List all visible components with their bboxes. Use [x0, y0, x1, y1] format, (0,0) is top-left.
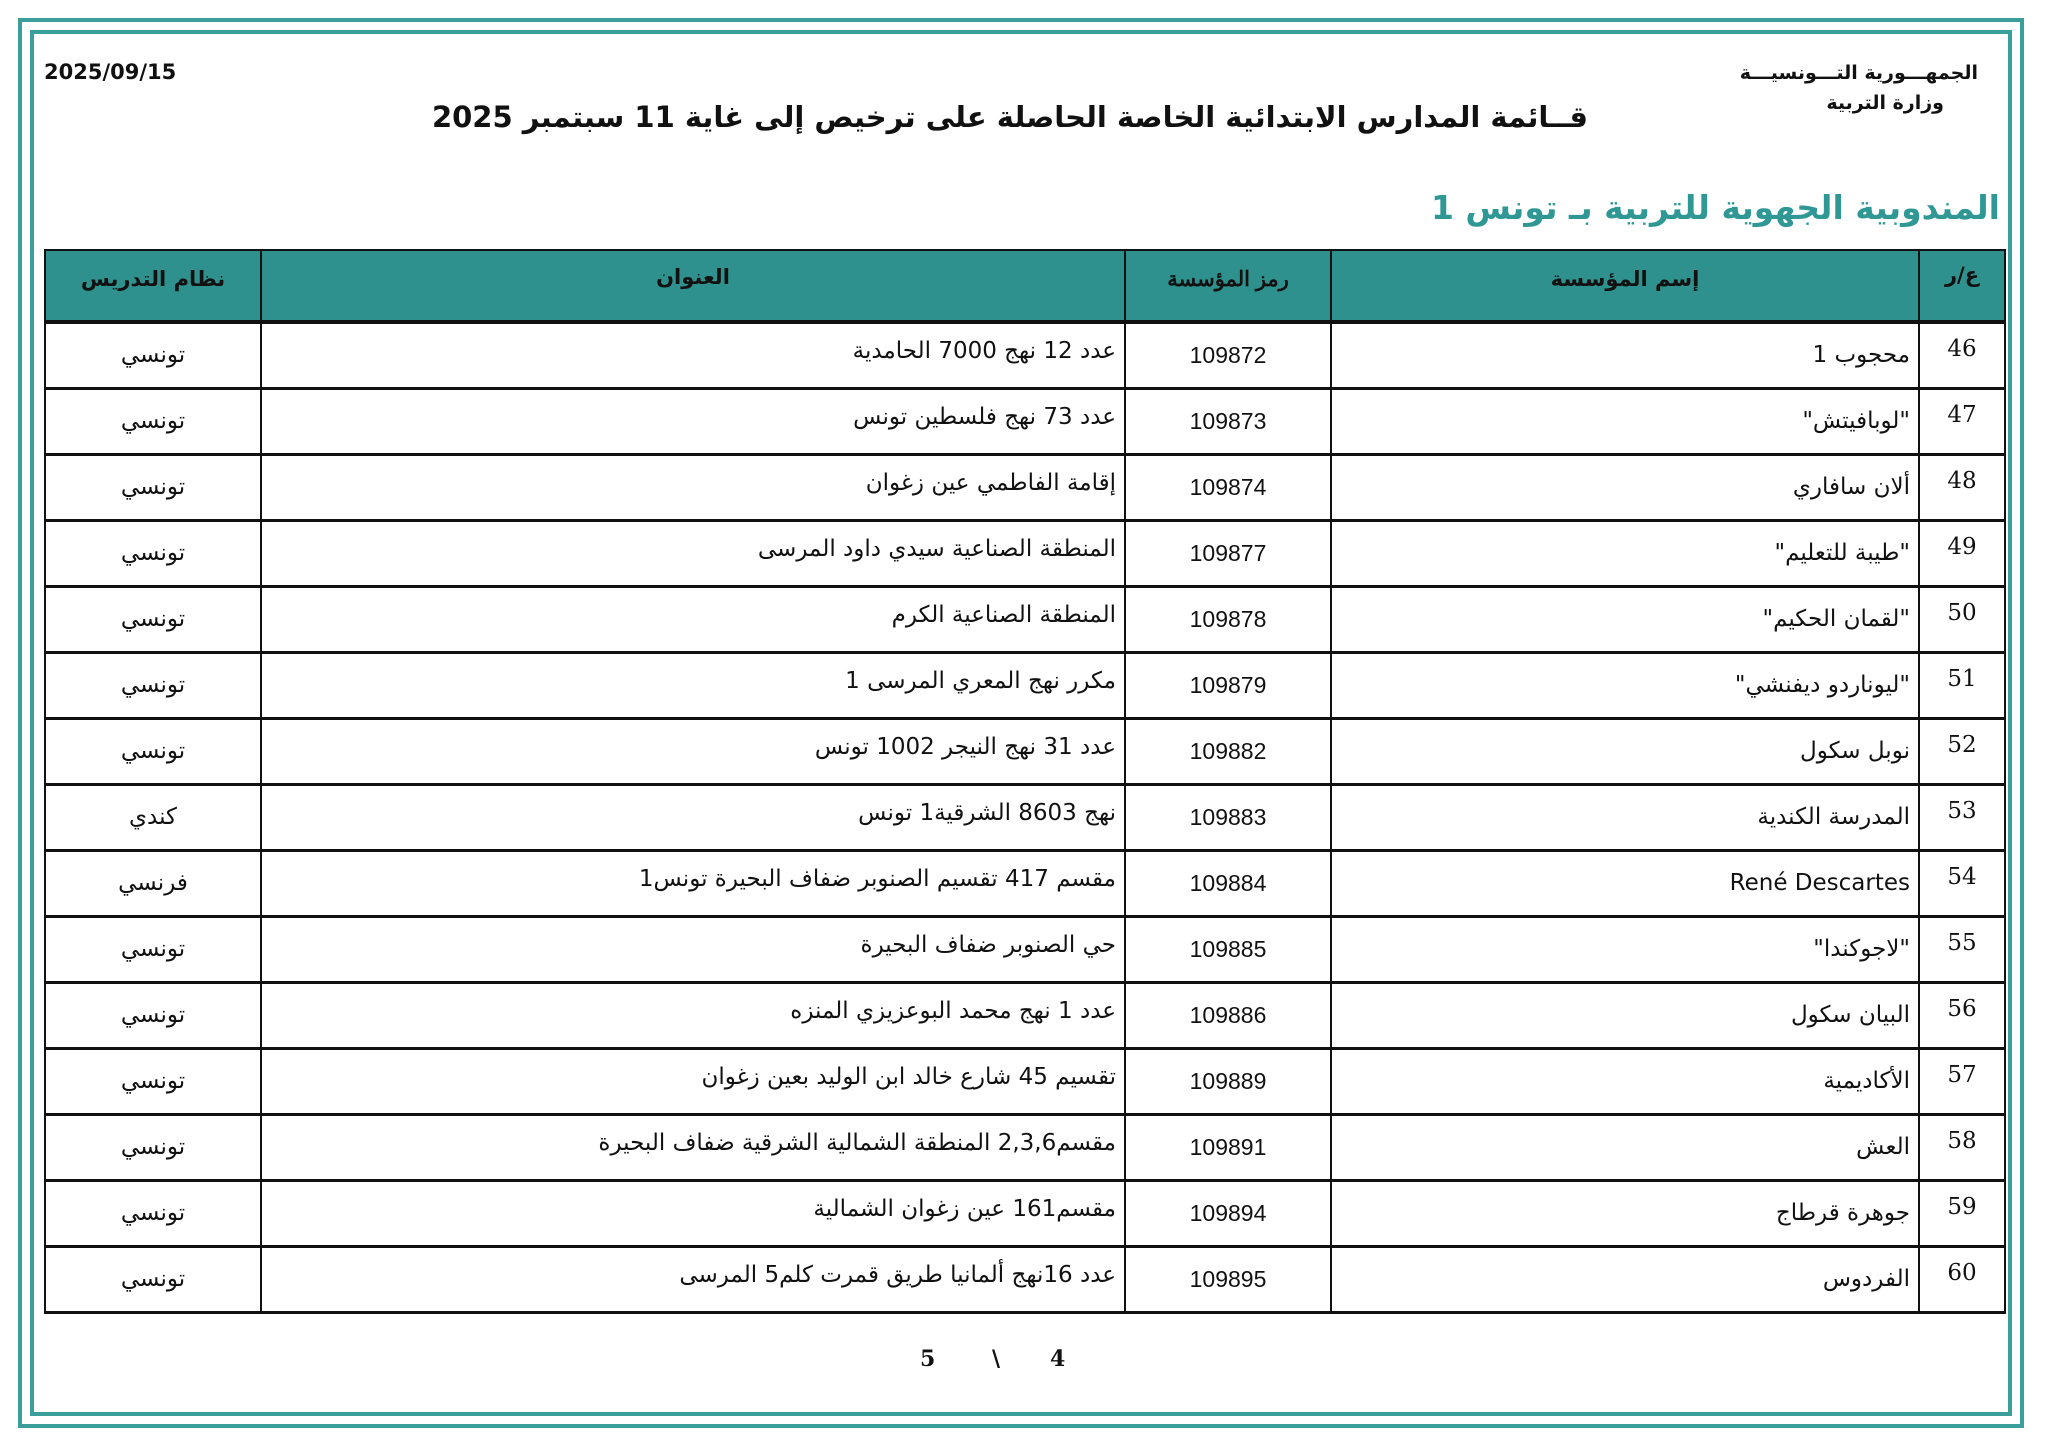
- cell-number: 48: [1919, 454, 2005, 520]
- table-body: [45, 322, 2005, 1312]
- cell-teaching-system: تونسي: [45, 1114, 261, 1180]
- page-total: 5: [920, 1346, 936, 1372]
- cell-teaching-system: تونسي: [45, 454, 261, 520]
- cell-teaching-system: تونسي: [45, 520, 261, 586]
- cell-school-name: المدرسة الكندية: [1331, 784, 1919, 850]
- cell-school-name: نوبل سكول: [1331, 718, 1919, 784]
- cell-teaching-system: تونسي: [45, 718, 261, 784]
- cell-teaching-system: تونسي: [45, 916, 261, 982]
- cell-school-name: الأكاديمية: [1331, 1048, 1919, 1114]
- region-title: المندوبية الجهوية للتربية بـ تونس 1: [1430, 188, 2000, 227]
- col-header-system: نظام التدريس: [45, 250, 261, 322]
- table-row: [45, 784, 2005, 850]
- cell-number: 54: [1919, 850, 2005, 916]
- table-row: [45, 916, 2005, 982]
- cell-number: 52: [1919, 718, 2005, 784]
- cell-address: عدد 1 نهج محمد البوعزيزي المنزه: [261, 982, 1125, 1048]
- table-row: [45, 1180, 2005, 1246]
- cell-school-name: جوهرة قرطاج: [1331, 1180, 1919, 1246]
- cell-number: 53: [1919, 784, 2005, 850]
- cell-school-name: "لاجوكندا": [1331, 916, 1919, 982]
- cell-teaching-system: تونسي: [45, 322, 261, 388]
- table-header-row: [45, 250, 2005, 322]
- table-row: [45, 388, 2005, 454]
- cell-school-code: 109884: [1125, 850, 1331, 916]
- cell-teaching-system: تونسي: [45, 652, 261, 718]
- cell-school-code: 109895: [1125, 1246, 1331, 1312]
- table-row: [45, 1114, 2005, 1180]
- cell-school-name: البيان سكول: [1331, 982, 1919, 1048]
- cell-number: 60: [1919, 1246, 2005, 1312]
- cell-number: 49: [1919, 520, 2005, 586]
- document-date: 2025/09/15: [44, 60, 177, 84]
- table-row: [45, 520, 2005, 586]
- table-row: [45, 1048, 2005, 1114]
- letterhead: [1740, 58, 1978, 118]
- table-row: [45, 850, 2005, 916]
- cell-school-code: 109874: [1125, 454, 1331, 520]
- cell-teaching-system: تونسي: [45, 1048, 261, 1114]
- cell-number: 56: [1919, 982, 2005, 1048]
- cell-school-code: 109873: [1125, 388, 1331, 454]
- cell-school-name: محجوب 1: [1331, 322, 1919, 388]
- cell-number: 47: [1919, 388, 2005, 454]
- cell-address: إقامة الفاطمي عين زغوان: [261, 454, 1125, 520]
- page-current: 4: [1050, 1346, 1066, 1372]
- cell-address: المنطقة الصناعية سيدي داود المرسى: [261, 520, 1125, 586]
- cell-school-name: René Descartes: [1331, 850, 1919, 916]
- cell-address: عدد 12 نهج 7000 الحامدية: [261, 322, 1125, 388]
- cell-school-code: 109882: [1125, 718, 1331, 784]
- cell-number: 55: [1919, 916, 2005, 982]
- cell-school-name: "لقمان الحكيم": [1331, 586, 1919, 652]
- col-header-code: رمز المؤسسة: [1125, 250, 1331, 322]
- table-row: [45, 1246, 2005, 1312]
- col-header-address: العنوان: [261, 250, 1125, 322]
- cell-teaching-system: تونسي: [45, 586, 261, 652]
- cell-address: عدد 16نهج ألمانيا طريق قمرت كلم5 المرسى: [261, 1246, 1125, 1312]
- cell-school-name: "ليوناردو ديفنشي": [1331, 652, 1919, 718]
- cell-number: 50: [1919, 586, 2005, 652]
- cell-address: عدد 31 نهج النيجر 1002 تونس: [261, 718, 1125, 784]
- cell-school-code: 109877: [1125, 520, 1331, 586]
- cell-number: 46: [1919, 322, 2005, 388]
- table-row: [45, 652, 2005, 718]
- cell-address: نهج 8603 الشرقية1 تونس: [261, 784, 1125, 850]
- table-row: [45, 322, 2005, 388]
- document-title: قــائمة المدارس الابتدائية الخاصة الحاصلة على ترخيص إلى غاية 11 سبتمبر 2025: [431, 100, 1589, 134]
- cell-school-name: ألان سافاري: [1331, 454, 1919, 520]
- cell-school-code: 109872: [1125, 322, 1331, 388]
- cell-address: مقسم2,3,6 المنطقة الشمالية الشرقية ضفاف البحيرة: [261, 1114, 1125, 1180]
- cell-number: 57: [1919, 1048, 2005, 1114]
- cell-address: تقسيم 45 شارع خالد ابن الوليد بعين زغوان: [261, 1048, 1125, 1114]
- cell-school-code: 109885: [1125, 916, 1331, 982]
- table-row: [45, 718, 2005, 784]
- col-header-name: إسم المؤسسة: [1331, 250, 1919, 322]
- cell-address: حي الصنوبر ضفاف البحيرة: [261, 916, 1125, 982]
- cell-school-name: الفردوس: [1331, 1246, 1919, 1312]
- cell-teaching-system: فرنسي: [45, 850, 261, 916]
- cell-teaching-system: تونسي: [45, 388, 261, 454]
- cell-school-code: 109894: [1125, 1180, 1331, 1246]
- cell-teaching-system: تونسي: [45, 1246, 261, 1312]
- cell-school-code: 109891: [1125, 1114, 1331, 1180]
- cell-school-name: "طيبة للتعليم": [1331, 520, 1919, 586]
- table-row: [45, 454, 2005, 520]
- page-separator: \: [992, 1346, 1001, 1372]
- cell-address: مكرر نهج المعري المرسى 1: [261, 652, 1125, 718]
- cell-school-code: 109879: [1125, 652, 1331, 718]
- schools-table: [44, 249, 2006, 1314]
- table-row: [45, 586, 2005, 652]
- cell-teaching-system: تونسي: [45, 982, 261, 1048]
- cell-school-code: 109878: [1125, 586, 1331, 652]
- cell-address: المنطقة الصناعية الكرم: [261, 586, 1125, 652]
- cell-school-name: العش: [1331, 1114, 1919, 1180]
- cell-teaching-system: تونسي: [45, 1180, 261, 1246]
- republic-name: الجمهـــورية التـــونسيـــة: [1739, 62, 1978, 84]
- ministry-name: وزارة التربية: [1826, 92, 1944, 114]
- cell-number: 59: [1919, 1180, 2005, 1246]
- cell-address: عدد 73 نهج فلسطين تونس: [261, 388, 1125, 454]
- cell-address: مقسم 417 تقسيم الصنوبر ضفاف البحيرة تونس1: [261, 850, 1125, 916]
- cell-school-code: 109883: [1125, 784, 1331, 850]
- cell-school-code: 109886: [1125, 982, 1331, 1048]
- col-header-number: ع/ر: [1919, 250, 2005, 322]
- cell-school-code: 109889: [1125, 1048, 1331, 1114]
- cell-teaching-system: كندي: [45, 784, 261, 850]
- table-row: [45, 982, 2005, 1048]
- cell-number: 58: [1919, 1114, 2005, 1180]
- cell-address: مقسم161 عين زغوان الشمالية: [261, 1180, 1125, 1246]
- cell-school-name: "لوبافيتش": [1331, 388, 1919, 454]
- cell-number: 51: [1919, 652, 2005, 718]
